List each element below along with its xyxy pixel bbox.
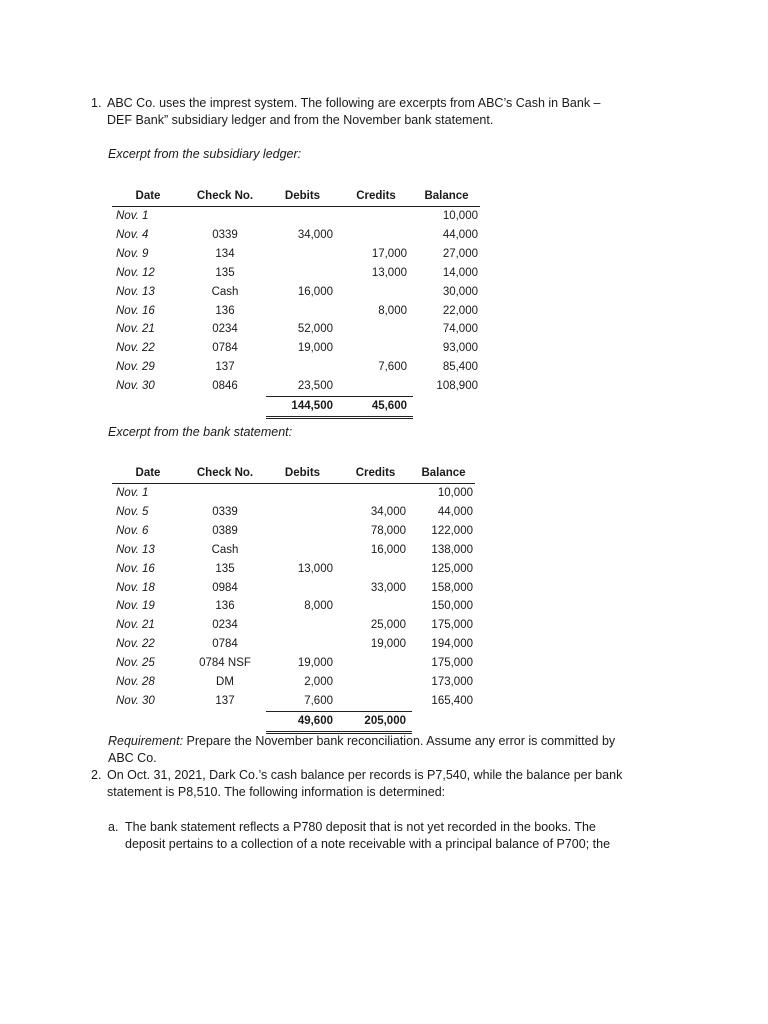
ledger-debit-cell: 23,500 — [297, 380, 333, 393]
item-a-line-1: The bank statement reflects a P780 deposit that is not yet recorded in the books. The — [125, 820, 596, 834]
bank-debit-cell: 13,000 — [297, 562, 333, 575]
bank-date-cell: Nov. 13 — [116, 543, 155, 556]
bank-date-cell: Nov. 30 — [116, 695, 155, 708]
ledger-row — [112, 283, 480, 302]
bank-debit-cell — [266, 541, 339, 560]
bank-balance-cell: 194,000 — [431, 638, 473, 651]
ledger-date-cell: Nov. 21 — [116, 323, 155, 336]
ledger-credit-cell — [339, 339, 413, 358]
bank-debit-cell: 19,000 — [297, 657, 333, 670]
ledger-date-cell: Nov. 12 — [116, 266, 155, 279]
bank-check-cell: 0339 — [212, 505, 238, 518]
ledger-credit-cell: 17,000 — [371, 247, 407, 260]
bank-header-date: Date — [112, 464, 184, 484]
bank-statement-table — [112, 464, 475, 734]
ledger-header-credits: Credits — [339, 187, 413, 207]
bank-date-cell: Nov. 19 — [116, 600, 155, 613]
ledger-check-cell: 135 — [215, 266, 235, 279]
bank-header-row — [112, 464, 475, 484]
ledger-balance-cell: 74,000 — [442, 323, 478, 336]
ledger-debit-cell: 16,000 — [297, 285, 333, 298]
ledger-row — [112, 245, 480, 264]
ledger-date-cell: Nov. 30 — [116, 380, 155, 393]
bank-row — [112, 541, 475, 560]
ledger-debit-cell: 52,000 — [297, 323, 333, 336]
ledger-debit-cell — [266, 245, 339, 264]
ledger-total-credits: 45,600 — [339, 397, 413, 418]
bank-debit-cell — [266, 616, 339, 635]
ledger-credit-cell — [339, 226, 413, 245]
bank-credit-cell — [339, 484, 412, 503]
ledger-row — [112, 264, 480, 283]
bank-balance-cell: 150,000 — [431, 600, 473, 613]
ledger-row — [112, 377, 480, 396]
ledger-credit-cell — [339, 377, 413, 396]
ledger-caption: Excerpt from the subsidiary ledger: — [108, 147, 302, 161]
ledger-date-cell: Nov. 4 — [116, 228, 149, 241]
item-a-line-2: deposit pertains to a collection of a note receivable with a principal balance of P700; the — [125, 837, 611, 851]
bank-date-cell: Nov. 28 — [116, 676, 155, 689]
subsidiary-ledger-table — [112, 187, 480, 419]
ledger-credit-cell — [339, 283, 413, 302]
ledger-balance-cell: 44,000 — [442, 228, 478, 241]
bank-body — [112, 484, 475, 712]
ledger-check-cell — [184, 207, 266, 226]
bank-credit-cell: 16,000 — [370, 543, 406, 556]
bank-row — [112, 560, 475, 579]
ledger-debit-cell — [266, 302, 339, 321]
bank-row — [112, 522, 475, 541]
ledger-check-cell: 137 — [215, 361, 235, 374]
ledger-debit-cell: 19,000 — [297, 342, 333, 355]
requirement-label: Requirement: — [108, 734, 184, 748]
bank-check-cell: 135 — [215, 562, 235, 575]
ledger-date-cell: Nov. 16 — [116, 304, 155, 317]
bank-debit-cell — [266, 522, 339, 541]
bank-balance-cell: 165,400 — [431, 695, 473, 708]
requirement-text: Prepare the November bank reconciliation. Assume any error is committed by — [183, 734, 616, 748]
ledger-check-cell: 0234 — [212, 323, 238, 336]
bank-total-row — [112, 711, 475, 732]
bank-row — [112, 503, 475, 522]
bank-header-debits: Debits — [266, 464, 339, 484]
bank-check-cell: 136 — [215, 600, 235, 613]
bank-check-cell: 137 — [215, 695, 235, 708]
bank-check-cell: Cash — [211, 543, 239, 556]
ledger-credit-cell: 7,600 — [378, 361, 407, 374]
bank-credit-cell — [339, 692, 412, 711]
ledger-date-cell: Nov. 1 — [116, 210, 149, 222]
bank-date-cell: Nov. 5 — [116, 505, 149, 518]
bank-date-cell: Nov. 21 — [116, 619, 155, 632]
bank-balance-cell: 173,000 — [431, 676, 473, 689]
ledger-balance-cell: 22,000 — [442, 304, 478, 317]
ledger-balance-cell: 108,900 — [436, 380, 478, 393]
bank-debit-cell: 7,600 — [304, 694, 333, 707]
question-1-line-1: ABC Co. uses the imprest system. The following are excerpts from ABC’s Cash in Bank – — [107, 96, 601, 110]
ledger-balance-cell: 93,000 — [442, 342, 478, 355]
bank-total-credits: 205,000 — [339, 711, 412, 732]
bank-check-cell: 0784 — [212, 638, 238, 651]
ledger-check-cell: 134 — [215, 247, 235, 260]
bank-row — [112, 616, 475, 635]
ledger-credit-cell: 13,000 — [371, 266, 407, 279]
bank-row — [112, 692, 475, 711]
question-2-line-2: statement is P8,510. The following information is determined: — [107, 785, 446, 799]
bank-date-cell: Nov. 16 — [116, 562, 155, 575]
ledger-check-cell: 0339 — [212, 228, 238, 241]
ledger-total-row — [112, 397, 480, 418]
bank-header-check: Check No. — [184, 464, 266, 484]
bank-balance-cell: 122,000 — [431, 524, 473, 537]
bank-check-cell — [184, 484, 266, 503]
bank-row — [112, 579, 475, 598]
bank-balance-cell: 158,000 — [431, 581, 473, 594]
ledger-balance-cell: 10,000 — [442, 210, 478, 222]
requirement-line-1 — [108, 733, 615, 749]
ledger-header-check: Check No. — [184, 187, 266, 207]
bank-credit-cell: 33,000 — [370, 581, 406, 594]
item-a-label: a. — [108, 820, 119, 834]
ledger-header-balance: Balance — [413, 187, 480, 207]
bank-debit-cell — [266, 635, 339, 654]
ledger-balance-cell: 27,000 — [442, 247, 478, 260]
ledger-check-cell: 0846 — [212, 380, 238, 393]
ledger-date-cell: Nov. 22 — [116, 342, 155, 355]
ledger-balance-cell: 30,000 — [442, 285, 478, 298]
bank-credit-cell: 19,000 — [370, 638, 406, 651]
bank-credit-cell: 34,000 — [370, 505, 406, 518]
bank-caption: Excerpt from the bank statement: — [108, 425, 293, 439]
bank-date-cell: Nov. 25 — [116, 657, 155, 670]
bank-date-cell: Nov. 18 — [116, 581, 155, 594]
bank-check-cell: 0389 — [212, 524, 238, 537]
bank-credit-cell — [339, 597, 412, 616]
bank-debit-cell: 8,000 — [304, 600, 333, 613]
bank-row — [112, 635, 475, 654]
bank-balance-cell: 44,000 — [437, 505, 473, 518]
ledger-debit-cell — [266, 207, 339, 226]
ledger-check-cell: 0784 — [212, 342, 238, 355]
question-1-line-2: DEF Bank” subsidiary ledger and from the November bank statement. — [107, 113, 494, 127]
ledger-balance-cell: 14,000 — [442, 266, 478, 279]
ledger-credit-cell — [339, 320, 413, 339]
ledger-header-row — [112, 187, 480, 207]
bank-balance-cell: 175,000 — [431, 619, 473, 632]
ledger-credit-cell — [339, 207, 413, 226]
bank-balance-cell: 175,000 — [431, 657, 473, 670]
ledger-row — [112, 339, 480, 358]
ledger-row — [112, 320, 480, 339]
bank-credit-cell — [339, 673, 412, 692]
ledger-date-cell: Nov. 9 — [116, 247, 149, 260]
requirement-line-2: ABC Co. — [108, 751, 157, 765]
bank-total-debits: 49,600 — [266, 711, 339, 732]
ledger-header-date: Date — [112, 187, 184, 207]
question-2-number: 2. — [91, 768, 102, 782]
bank-date-cell: Nov. 6 — [116, 524, 149, 537]
bank-check-cell: 0234 — [212, 619, 238, 632]
bank-check-cell: 0984 — [212, 581, 238, 594]
bank-debit-cell — [266, 484, 339, 503]
bank-balance-cell: 125,000 — [431, 562, 473, 575]
ledger-row — [112, 207, 480, 226]
bank-row — [112, 597, 475, 616]
bank-debit-cell: 2,000 — [304, 676, 333, 689]
ledger-row — [112, 226, 480, 245]
ledger-credit-cell: 8,000 — [378, 304, 407, 317]
ledger-row — [112, 302, 480, 321]
bank-check-cell: 0784 NSF — [199, 657, 251, 670]
ledger-date-cell: Nov. 29 — [116, 361, 155, 374]
bank-date-cell: Nov. 1 — [116, 487, 149, 499]
ledger-debit-cell: 34,000 — [297, 228, 333, 241]
ledger-total-debits: 144,500 — [266, 397, 339, 418]
bank-credit-cell: 25,000 — [370, 619, 406, 632]
bank-row — [112, 673, 475, 692]
ledger-header-debits: Debits — [266, 187, 339, 207]
bank-debit-cell — [266, 579, 339, 598]
bank-credit-cell — [339, 560, 412, 579]
bank-row — [112, 654, 475, 673]
ledger-debit-cell — [266, 358, 339, 377]
bank-header-balance: Balance — [412, 464, 475, 484]
bank-balance-cell: 10,000 — [437, 487, 473, 499]
bank-date-cell: Nov. 22 — [116, 638, 155, 651]
bank-debit-cell — [266, 503, 339, 522]
question-1-number: 1. — [91, 96, 102, 110]
bank-check-cell: DM — [216, 676, 234, 689]
bank-balance-cell: 138,000 — [431, 543, 473, 556]
bank-row — [112, 484, 475, 503]
bank-credit-cell: 78,000 — [370, 524, 406, 537]
bank-header-credits: Credits — [339, 464, 412, 484]
bank-credit-cell — [339, 654, 412, 673]
ledger-balance-cell: 85,400 — [442, 361, 478, 374]
ledger-check-cell: 136 — [215, 304, 235, 317]
ledger-row — [112, 358, 480, 377]
ledger-check-cell: Cash — [211, 285, 239, 298]
ledger-body — [112, 207, 480, 397]
ledger-date-cell: Nov. 13 — [116, 285, 155, 298]
ledger-debit-cell — [266, 264, 339, 283]
question-2-line-1: On Oct. 31, 2021, Dark Co.’s cash balance per records is P7,540, while the balance per bank — [107, 768, 623, 782]
